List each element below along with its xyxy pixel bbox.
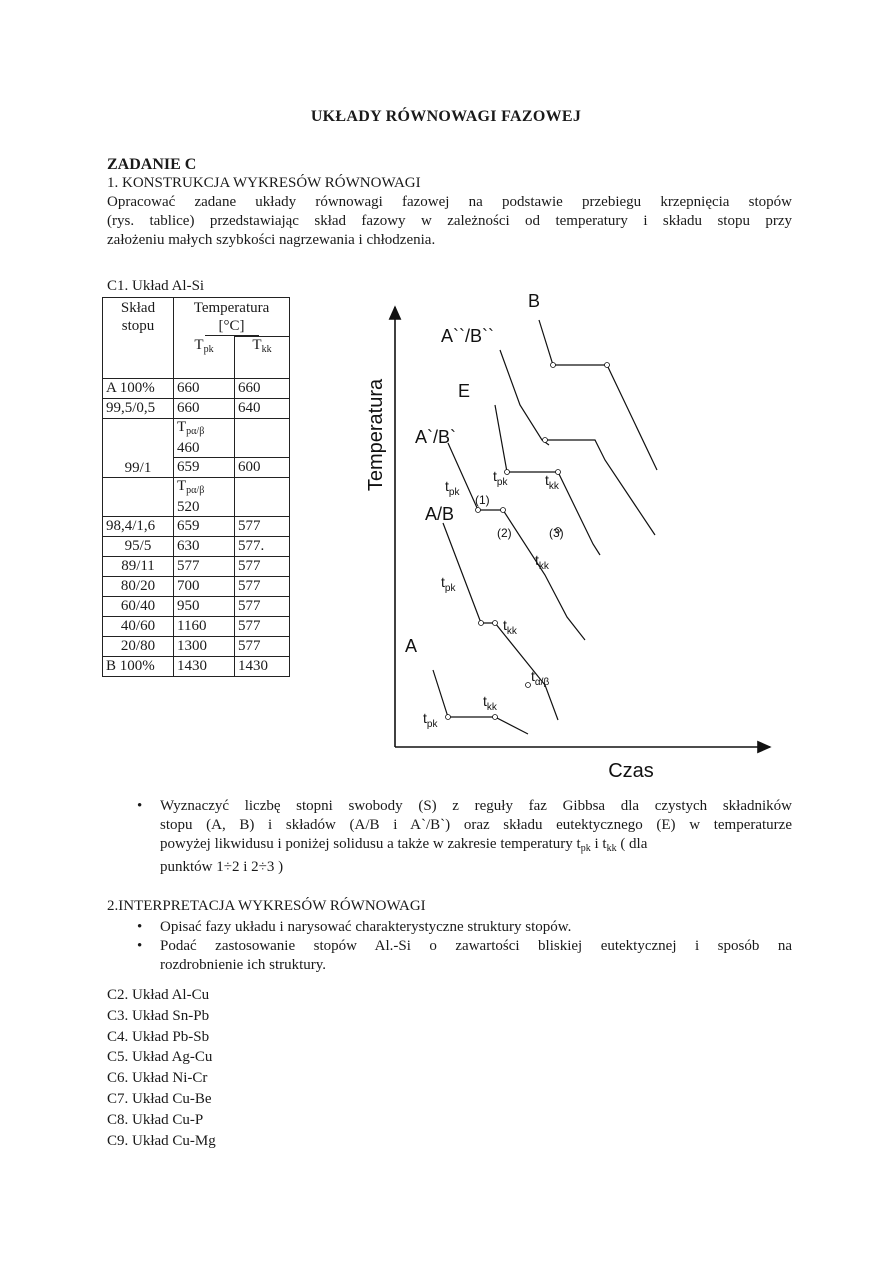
row-tpk: 950: [174, 597, 235, 617]
header-temperature-unit: [°C]: [205, 318, 259, 336]
bullet3-line-1: Podać zastosowanie stopów Al.-Si o zawartości bliskiej eutektycznej i sposób na: [160, 938, 792, 954]
row-composition: A 100%: [103, 379, 174, 399]
table-header-row: [103, 298, 290, 318]
row-tpk: 1430: [174, 657, 235, 677]
bullet3-line-2: rozdrobnienie ich struktury.: [160, 957, 327, 973]
table-row-extra: [103, 478, 290, 517]
system-item: C9. Układ Cu-Mg: [107, 1132, 216, 1149]
row-composition: 20/80: [103, 637, 174, 657]
row-composition: 89/11: [103, 557, 174, 577]
bullet1-line-3-text: powyżej likwidusu i poniżej solidusu a także w zakresie temperatury t: [160, 836, 581, 852]
label-A: A: [405, 636, 418, 656]
table-row: [103, 399, 290, 419]
table-row: [103, 557, 290, 577]
tpab-value: 520: [177, 499, 200, 515]
row-tkk: 577: [235, 597, 290, 617]
table-row: [103, 657, 290, 677]
label-A2B2: A``/B``: [441, 326, 494, 346]
bullet1-line-1: Wyznaczyć liczbę stopni swobody (S) z reguły faz Gibbsa dla czystych składników: [160, 798, 792, 814]
system-item: C5. Układ Ag-Cu: [107, 1049, 213, 1066]
tpab-sub: pα/β: [186, 485, 205, 496]
row-tpk: 660: [174, 399, 235, 419]
row-tkk: 640: [235, 399, 290, 419]
row-empty: [235, 478, 290, 517]
header-tkk-t: T: [252, 337, 262, 353]
row-composition: 95/5: [103, 537, 174, 557]
tpab-t: T: [177, 419, 187, 435]
label-point-2: (2): [497, 526, 512, 540]
sub-kk: kk: [606, 843, 617, 854]
row-composition: B 100%: [103, 657, 174, 677]
tpab-value: 460: [177, 440, 200, 456]
list-item: [107, 937, 792, 975]
header-tpk: [174, 337, 235, 379]
row-tkk: 577: [235, 517, 290, 537]
row-tkk: 660: [235, 379, 290, 399]
label-point-1: (1): [475, 493, 490, 507]
label-tab: $t_{\alpha/\beta}$: [531, 668, 550, 688]
row-tpk: 659: [174, 458, 235, 478]
system-item: C8. Układ Cu-P: [107, 1111, 204, 1128]
bullet1-line-3: [160, 835, 792, 858]
section2-heading: 2.INTERPRETACJA WYKRESÓW RÓWNOWAGI: [107, 898, 426, 914]
curve-AB: [443, 523, 558, 720]
table-row: [103, 577, 290, 597]
row-tpk: 659: [174, 517, 235, 537]
tpab-sub: pα/β: [186, 426, 205, 437]
al-si-table: [102, 297, 290, 677]
table-row: [103, 637, 290, 657]
row-composition: 99,5/0,5: [103, 399, 174, 419]
tpab-t: T: [177, 478, 187, 494]
label-tpk-4: $t_{pk}$: [423, 710, 438, 730]
row-composition-text: 99/1: [124, 460, 152, 476]
label-tkk-4: $t_{kk}$: [483, 693, 497, 713]
bullet-dot: •: [137, 938, 143, 954]
section1-heading: 1. KONSTRUKCJA WYKRESÓW RÓWNOWAGI: [107, 175, 421, 191]
header-tpk-sub: pk: [203, 343, 214, 355]
label-AB: A/B: [425, 504, 455, 524]
row-tkk: 577: [235, 637, 290, 657]
page-title: UKŁADY RÓWNOWAGI FAZOWEJ: [310, 108, 582, 125]
label-tpk-2: $t_{pk}$: [493, 468, 508, 488]
curve-B: [539, 320, 657, 470]
bullet1-line-2: stopu (A, B) i składów (A/B i A`/B`) oraz składu eutektycznego (E) w temperaturze: [160, 817, 792, 833]
row-empty: [103, 478, 174, 517]
y-axis-label: Temperatura: [365, 378, 387, 492]
curve-E-2: [545, 440, 655, 535]
bullet1-line-3-and: i t: [590, 836, 607, 852]
intro-line-2: (rys. tablice) przedstawiając skład fazowy w zależności od temperatury i składu stopu przy: [107, 213, 792, 229]
label-B: B: [528, 291, 541, 311]
x-axis-label: Czas: [608, 760, 654, 782]
intro-line-3: założeniu małych szybkości nagrzewania i chłodzenia.: [107, 232, 436, 248]
label-E: E: [458, 381, 471, 401]
row-composition: 60/40: [103, 597, 174, 617]
table-row: [103, 517, 290, 537]
bullet1-line-4: punktów 1÷2 i 2÷3 ): [160, 859, 284, 875]
system-item: C3. Układ Sn-Pb: [107, 1007, 210, 1024]
row-composition: 80/20: [103, 577, 174, 597]
intro-line-1: Opracować zadane układy równowagi fazowej na podstawie przebiegu krzepnięcia stopów: [107, 194, 792, 210]
table-row: [103, 379, 290, 399]
row-tpk: 1300: [174, 637, 235, 657]
table-row: [103, 537, 290, 557]
header-tkk-sub: kk: [261, 344, 272, 355]
system-item: C6. Układ Ni-Cr: [107, 1070, 208, 1087]
row-tkk: 600: [235, 458, 290, 478]
row-composition: [103, 419, 174, 478]
table-caption: C1. Układ Al-Si: [107, 278, 205, 294]
bullet-list-1: [107, 797, 792, 877]
header-tpk-t: T: [194, 336, 204, 353]
bullet-dot: •: [137, 798, 143, 814]
table-row-extra: [103, 419, 290, 458]
row-tpk: 660: [174, 379, 235, 399]
header-temperature: [174, 298, 290, 318]
label-tkk-3: $t_{kk}$: [503, 617, 517, 637]
row-tpk: 630: [174, 537, 235, 557]
curve-A2B2: [500, 350, 549, 445]
label-A1B1: A`/B`: [415, 427, 457, 447]
header-composition: [103, 298, 174, 379]
row-tpk: 1160: [174, 617, 235, 637]
row-empty: [235, 419, 290, 458]
row-tkk: 577: [235, 617, 290, 637]
table-row: [103, 597, 290, 617]
header-tkk: [235, 337, 290, 379]
row-composition: 98,4/1,6: [103, 517, 174, 537]
bullet-dot: •: [137, 919, 143, 935]
row-tkk: 577: [235, 557, 290, 577]
curve-A: [433, 670, 528, 734]
system-item: C7. Układ Cu-Be: [107, 1090, 212, 1107]
bullet2-text: Opisać fazy układu i narysować charakterystyczne struktury stopów.: [160, 919, 572, 935]
row-tkk: 1430: [235, 657, 290, 677]
label-tpk-1: $t_{pk}$: [445, 478, 460, 498]
systems-list: [107, 985, 792, 1151]
system-item: C4. Układ Pb-Sb: [107, 1028, 210, 1045]
row-tpk: 577: [174, 557, 235, 577]
system-item: C2. Układ Al-Cu: [107, 987, 210, 1003]
header-composition-line1: Skład: [120, 300, 156, 316]
table-row: [103, 617, 290, 637]
task-heading: ZADANIE C: [107, 156, 197, 173]
list-item: [107, 918, 792, 937]
row-tpab: [174, 419, 235, 458]
bullet1-line-3-end: ( dla: [616, 836, 648, 852]
label-tkk-2: $t_{kk}$: [535, 552, 549, 572]
row-tkk: 577.: [235, 537, 290, 557]
header-temperature-line1: Temperatura: [193, 299, 270, 316]
row-tpab: [174, 478, 235, 517]
label-tpk-3: $t_{pk}$: [441, 574, 456, 594]
header-temperature-unit-cell: [174, 317, 290, 337]
list-item: [107, 797, 792, 877]
row-tkk: 577: [235, 577, 290, 597]
sub-pk: pk: [580, 843, 591, 854]
task-heading-block: [107, 155, 792, 250]
row-composition: 40/60: [103, 617, 174, 637]
cooling-curves-diagram: [345, 285, 785, 785]
header-composition-line2: stopu: [121, 318, 155, 334]
row-tpk: 700: [174, 577, 235, 597]
bullet-list-2: [107, 918, 792, 975]
label-tkk-1: $t_{kk}$: [545, 472, 559, 492]
label-point-3: (3): [549, 526, 564, 540]
